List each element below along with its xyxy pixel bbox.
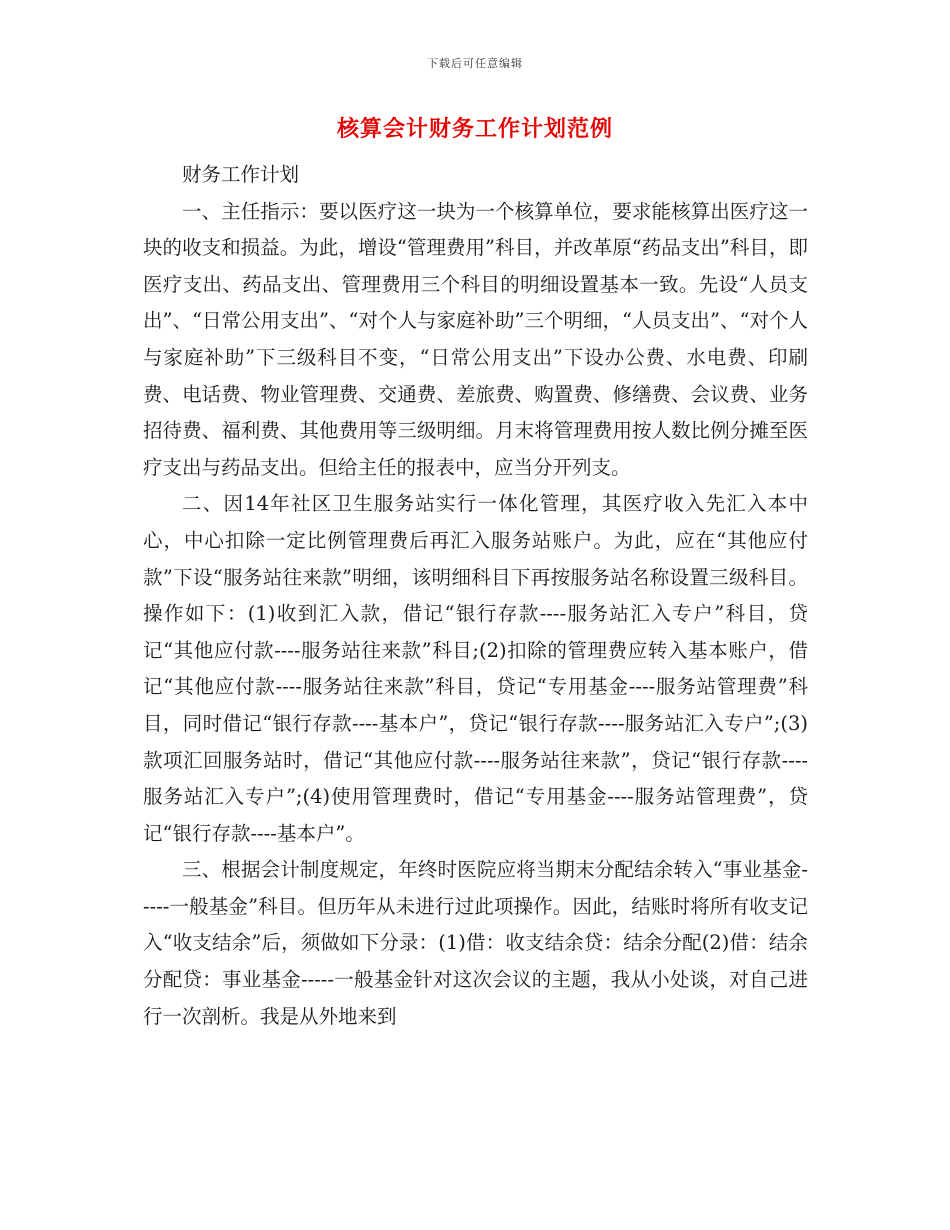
document-body bbox=[143, 157, 808, 1035]
section-heading: 财务工作计划 bbox=[182, 163, 300, 186]
paragraph-2: 二、因14年社区卫生服务站实行一体化管理，其医疗收入先汇入本中心，中心扣除一定比例管理费后再汇入服务站账户。为此，应在“其他应付款”下设“服务站往来款”明细，该明细科目下再按服务站名称设置三级科目。操作如下：(1)收到汇入款，借记“银行存款----服务站汇入专户”科目，贷记“其他应付款----服务站往来款”科目;(2)扣除的管理费应转入基本账户，借记“其他应付款----服务站往来款”科目，贷记“专用基金----服务站管理费”科目，同时借记“银行存款----基本户”，贷记“银行存款----服务站汇入专户”;(3)款项汇回服务站时，借记“其他应付款----服务站往来款”，贷记“银行存款----服务站汇入专户”;(4)使用管理费时，借记“专用基金----服务站管理费”，贷记“银行存款----基本户”。 bbox=[143, 492, 808, 845]
document-title: 核算会计财务工作计划范例 bbox=[336, 116, 613, 142]
paragraph-3: 三、根据会计制度规定，年终时医院应将当期末分配结余转入“事业基金-----一般基金”科目。但历年从未进行过此项操作。因此，结账时将所有收支记入“收支结余”后，须做如下分录：(1)借：收支结余贷：结余分配(2)借：结余分配贷：事业基金-----一般基金针对这次会议的主题，我从小处谈，对自己进行一次剖析。我是从外地来到 bbox=[143, 858, 808, 1028]
paragraph-1: 一、主任指示：要以医疗这一块为一个核算单位，要求能核算出医疗这一块的收支和损益。为此，增设“管理费用”科目，并改革原“药品支出”科目，即医疗支出、药品支出、管理费用三个科目的明细设置基本一致。先设“人员支出”、“日常公用支出”、“对个人与家庭补助”三个明细，“人员支出”、“对个人与家庭补助”下三级科目不变，“日常公用支出”下设办公费、水电费、印刷费、电话费、物业管理费、交通费、差旅费、购置费、修缮费、会议费、业务招待费、福利费、其他费用等三级明细。月末将管理费用按人数比例分摊至医疗支出与药品支出。但给主任的报表中，应当分开列支。 bbox=[143, 199, 808, 479]
header-note: 下载后可任意编辑 bbox=[427, 57, 523, 70]
